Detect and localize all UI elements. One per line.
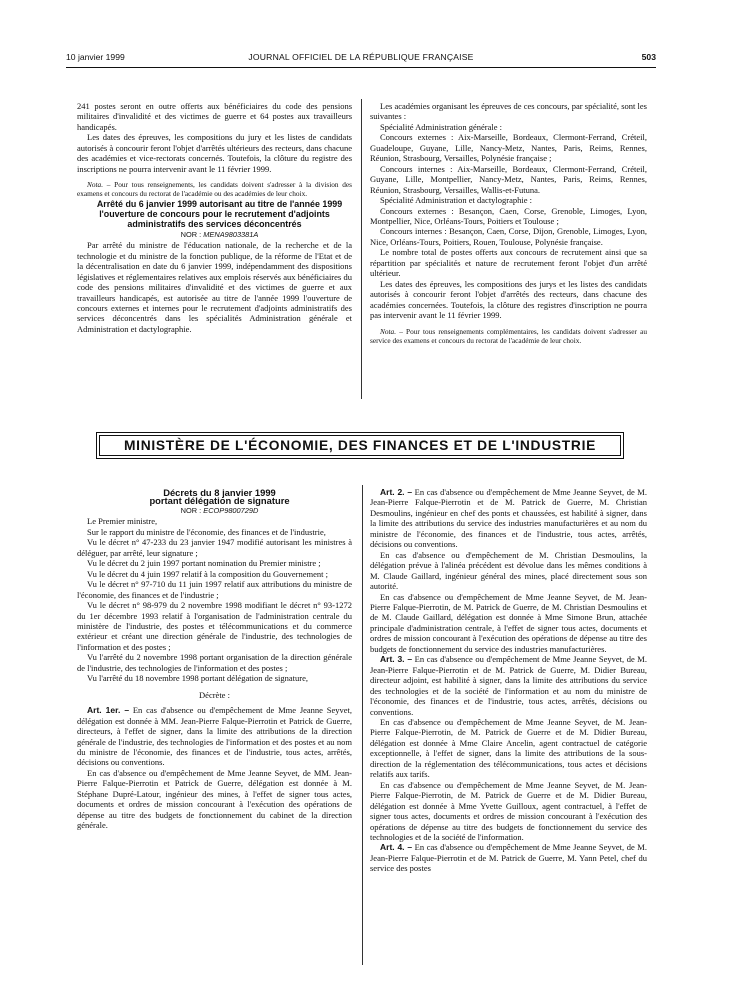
nor-label: NOR : <box>180 229 204 239</box>
article-text: En cas d'absence ou d'empêchement de Mme Jeanne Seyvet, de M. Jean-Pierre Falque-Pierrotin et de M. Patrick de Guerre, M. Yann Petel, chef du service des postes <box>370 842 647 874</box>
article-label: Art. 2. – <box>380 487 413 497</box>
article-label: Art. 1er. – <box>87 705 130 716</box>
article-2 <box>370 487 647 550</box>
paragraph: En cas d'absence ou d'empêchement de Mme Jeanne Seyvet, de M. Jean-Pierre Falque-Pierrotin, de M. Patrick de Guerre, de M. Christian Desmoulins et de M. Claude Gaillard, délégation est donnée à Mme Simone Brun, attachée principale d'administration centrale, à l'effet de signer tous actes, documents et ordres de mission concourant à l'exécution des opérations de dépense au titre des budgets de fonctionnement du service des industries manufacturières. <box>370 591 647 654</box>
visa: Sur le rapport du ministre de l'économie, des finances et de l'industrie, <box>87 526 326 537</box>
article-3 <box>370 654 647 717</box>
bottom-right-column <box>370 487 647 874</box>
note-label: Nota. <box>380 326 397 336</box>
running-header <box>66 52 656 66</box>
article-text: En cas d'absence ou d'empêchement de Mme Jeanne Seyvet, de M. Jean-Pierre Falque-Pierrotin et de M. Patrick de Guerre, M. Christian Desmoulins, ingénieur en chef des ponts et chaussées, est habilité à signer, dans la limite des attributions du service des industries manufacturières et au nom du ministre de l'économie, des finances et de l'industrie, tous actes, arrêtés, décisions ou conventions. <box>370 487 647 550</box>
paragraph: En cas d'absence ou d'empêchement de Mme Jeanne Seyvet, de M. Jean-Pierre Falque-Pierrotin, de M. Patrick de Guerre et de M. Didier Bureau, délégation est donnée à Mme Claire Ancelin, agent contractuel de catégorie exceptionnelle, à l'effet de signer, dans la limite des attributions de la sous-direction de la réglementation des télécommunications, tous actes et décisions relatifs aux tarifs. <box>370 716 647 780</box>
nor-reference <box>77 506 352 516</box>
note <box>77 180 352 198</box>
paragraph: Concours externes : Aix-Marseille, Bordeaux, Clermont-Ferrand, Créteil, Guadeloupe, Guyane, Lille, Nancy-Metz, Nantes, Paris, Reims, Rennes, Réunion, Strasbourg, Versailles, Polynésie française ; <box>370 132 647 164</box>
note-text: – Pour tous renseignements, les candidats doivent s'adresser à la division des examens et concours du rectorat de l'académie ou des académies de leur choix. <box>77 180 352 199</box>
visa: Vu l'arrêté du 2 novembre 1998 portant organisation de la direction générale de l'industrie, des technologies de l'information et des postes ; <box>77 652 352 673</box>
article-4 <box>370 842 647 873</box>
header-journal-title: JOURNAL OFFICIEL DE LA RÉPUBLIQUE FRANÇAISE <box>248 52 474 62</box>
paragraph: Spécialité Administration et dactylographie : <box>380 195 533 206</box>
article-1 <box>77 705 352 768</box>
paragraph: En cas d'absence ou d'empêchement de Mme Jeanne Seyvet, de M. Jean-Pierre Falque-Pierrotin, de M. Patrick de Guerre et de M. Didier Bureau, délégation est donnée à Mme Yvette Guilloux, agent contractuel, à l'effet de signer tous actes, documents et ordres de mission concourant à l'exécution des opérations de dépense au titre des budgets de fonctionnement du service des technologies et de la société de l'information. <box>370 779 647 842</box>
visa: Vu le décret n° 47-233 du 23 janvier 1947 modifié autorisant les ministres à déléguer, par arrêté, leur signature ; <box>77 537 352 558</box>
ministry-banner <box>96 432 624 459</box>
visa: Le Premier ministre, <box>87 516 158 527</box>
column-divider <box>362 485 363 965</box>
arrete-title: Arrêté du 6 janvier 1999 autorisant au titre de l'année 1999 l'ouverture de concours pour le recrutement d'adjoints administratifs des services déconcentrés <box>96 198 343 230</box>
nor-code: ECOP9800729D <box>203 506 259 515</box>
visa: Vu le décret du 4 juin 1997 relatif à la composition du Gouvernement ; <box>87 568 328 579</box>
paragraph: Les dates des épreuves, les compositions des jurys et les listes des candidats autorisés à concourir feront l'objet d'arrêtés des recteurs, dans chacune des académies concernées. Toutefois, la clôture des registres d'inscription ne pourra pas intervenir avant le 11 février 1999. <box>370 278 647 321</box>
paragraph: Les académies organisant les épreuves de ces concours, par spécialité, sont les suivantes : <box>370 101 647 122</box>
article-text: En cas d'absence ou d'empêchement de Mme Jeanne Seyvet, délégation est donnée à MM. Jean-Pierre Falque-Pierrotin et Patrick de Guerre, directeurs, à l'effet de signer, dans la limite des attributions de la direction générale de l'industrie, des technologies de l'information et des postes et au nom du ministre de l'économie, des finances et de l'industrie, tous actes, arrêtés, décisions ou conventions. <box>77 705 352 768</box>
decret-title-line2: portant délégation de signature <box>149 495 290 506</box>
nor-code: MENA9803381A <box>203 229 259 239</box>
paragraph: En cas d'absence ou d'empêchement de M. Christian Desmoulins, la délégation prévue à l'alinéa précédent est dévolue dans les mêmes conditions à M. Claude Gaillard, ingénieur général des mines, placé directement sous son autorité. <box>370 549 647 592</box>
column-divider <box>361 99 362 399</box>
article-label: Art. 3. – <box>380 654 413 665</box>
note-text: – Pour tous renseignements complémentaires, les candidats doivent s'adresser au service des examens et concours du rectorat de l'académie de leur choix. <box>370 326 647 345</box>
ministry-title: MINISTÈRE DE L'ÉCONOMIE, DES FINANCES ET DE L'INDUSTRIE <box>123 438 597 453</box>
paragraph: Le nombre total de postes offerts aux concours de recrutement ainsi que sa répartition par spécialités et nature de recrutement feront l'objet d'un arrêté ultérieur. <box>370 247 647 279</box>
article-label: Art. 4. – <box>380 842 413 853</box>
note <box>370 327 647 345</box>
bottom-left-column <box>77 487 352 831</box>
note-label: Nota. <box>87 180 104 190</box>
paragraph: Par arrêté du ministre de l'éducation nationale, de la recherche et de la technologie et du ministre de la fonction publique, de la réforme de l'Etat et de la décentralisation en date du 6 janvier 1999, indépendamment des dispositions législatives et réglementaires relatives aux emplois réservés aux bénéficiaires du code des pensions militaires d'invalidité et des victimes de guerre et aux travailleurs handicapés, est autorisée au titre de l'année 1999 l'ouverture de concours externes et internes pour le recrutement d'adjoints administratifs des services déconcentrés dans les spécialités Administration générale et Administration et dactylographie. <box>77 240 352 334</box>
decrete: Décrète : <box>199 689 230 700</box>
paragraph: En cas d'absence ou d'empêchement de Mme Jeanne Seyvet, de MM. Jean-Pierre Falque-Pierrotin et Patrick de Guerre, délégation est donnée à M. Stéphane Dupré-Latour, ingénieur des mines, à l'effet de signer tous actes, documents et ordres de mission concourant à l'exécution des opérations de dépense au titre des budgets de fonctionnement du cabinet de la direction générale. <box>77 767 352 831</box>
paragraph: Concours internes : Aix-Marseille, Bordeaux, Clermont-Ferrand, Créteil, Guyane, Lille, Montpellier, Nancy-Metz, Nantes, Paris, Reims, Rennes, Réunion, Strasbourg, Versailles, Wallis-et-Futuna. <box>370 163 647 195</box>
visa: Vu le décret n° 97-710 du 11 juin 1997 relatif aux attributions du ministre de l'économie, des finances et de l'industrie ; <box>77 579 352 600</box>
visa: Vu l'arrêté du 18 novembre 1998 portant délégation de signature, <box>87 673 309 684</box>
nor-label: NOR : <box>180 506 204 515</box>
header-page-number: 503 <box>641 52 656 62</box>
ministry-banner-inner <box>99 435 621 456</box>
header-rule <box>66 67 656 68</box>
visa: Vu le décret du 2 juin 1997 portant nomination du Premier ministre ; <box>87 558 321 569</box>
visa: Vu le décret n° 98-979 du 2 novembre 1998 modifiant le décret n° 93-1272 du 1er décembre 1993 relatif à l'organisation de l'administration centrale du ministère de l'industrie, des postes et télécommunications et du commerce extérieur et créant une direction générale de l'industrie, des technologies de l'information et des postes ; <box>77 600 352 652</box>
paragraph: Concours internes : Besançon, Caen, Corse, Dijon, Grenoble, Limoges, Lyon, Nice, Orléans-Tours, Poitiers, Rouen, Toulouse, Polynésie française. <box>370 226 647 247</box>
top-left-column <box>77 101 352 334</box>
paragraph: Spécialité Administration générale : <box>380 121 503 132</box>
nor-reference <box>77 230 352 240</box>
paragraph: Les dates des épreuves, les compositions du jury et les listes de candidats autorisés à concourir feront l'objet d'arrêtés ultérieurs des recteurs, dans chacune des académies et vice-rectorats concernés. Toutefois, la clôture du registre des inscriptions ne pourra intervenir avant le 11 février 1999. <box>77 132 352 174</box>
top-right-column <box>370 101 647 345</box>
paragraph: 241 postes seront en outre offerts aux bénéficiaires du code des pensions militaires d'invalidité et des victimes de guerre et 64 postes aux travailleurs handicapés. <box>77 101 352 132</box>
decret-title-line1: Décrets du 8 janvier 1999 <box>163 487 276 498</box>
article-text: En cas d'absence ou d'empêchement de Mme Jeanne Seyvet, de M. Jean-Pierre Falque-Pierrotin et de M. Patrick de Guerre, M. Didier Bureau, directeur adjoint, est habilité à signer, dans la limite des attributions du service des technologies et de la société de l'information et au nom du ministre de l'économie, des finances et de l'industrie, tous actes, arrêtés, décisions ou conventions. <box>370 654 647 717</box>
header-date: 10 janvier 1999 <box>66 52 125 62</box>
paragraph: Concours externes : Besançon, Caen, Corse, Grenoble, Limoges, Lyon, Montpellier, Nice, Orléans-Tours, Poitiers et Toulouse ; <box>370 205 647 226</box>
